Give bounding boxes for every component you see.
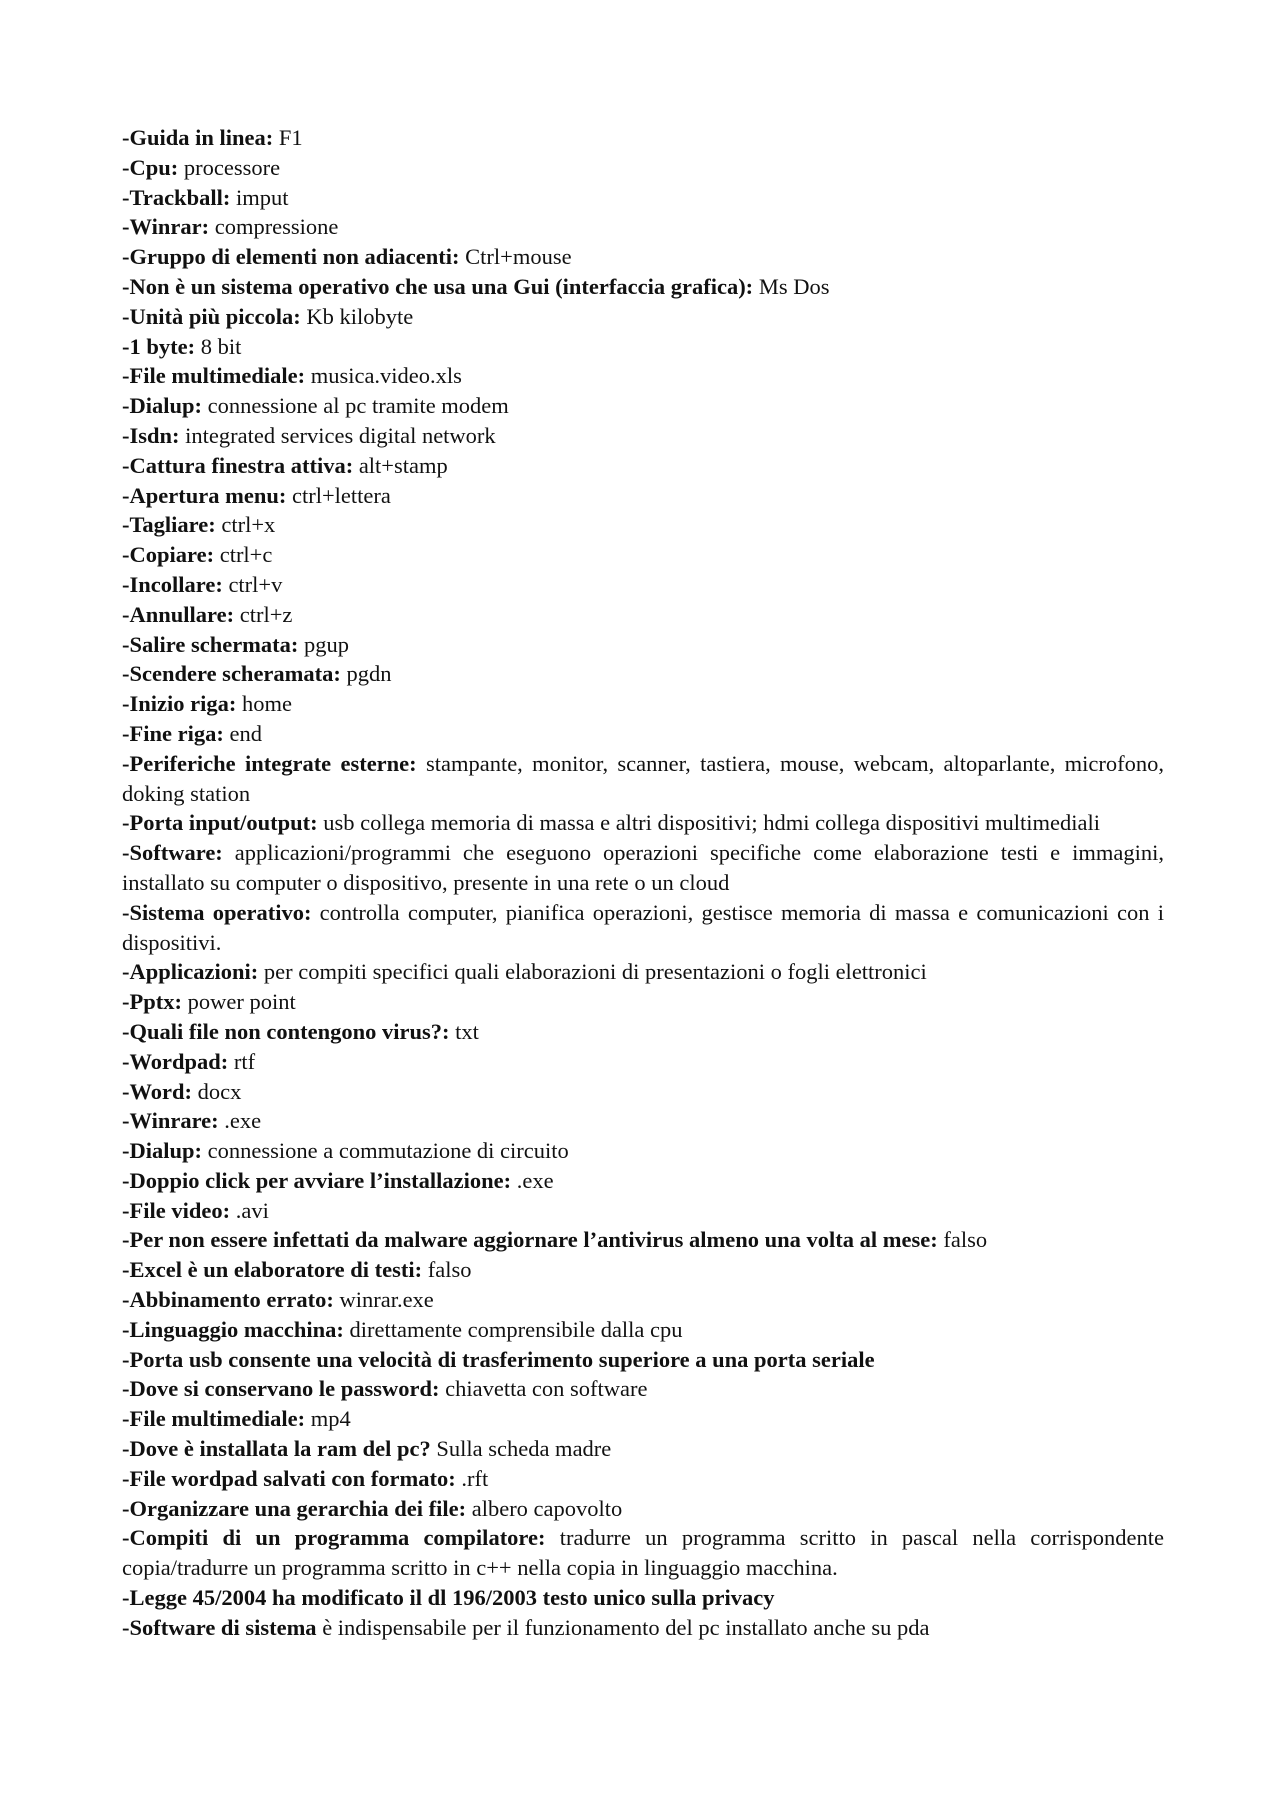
document-entry <box>122 1106 1164 1136</box>
document-entry <box>122 302 1164 332</box>
entry-term: -Abbinamento errato: <box>122 1287 334 1313</box>
document-entry <box>122 242 1164 272</box>
document-body <box>122 123 1164 1643</box>
document-entry <box>122 600 1164 630</box>
document-entry <box>122 1404 1164 1434</box>
entry-term: -Legge 45/2004 ha modificato il dl 196/2003 testo unico sulla privacy <box>122 1585 775 1611</box>
entry-description: falso <box>422 1257 472 1283</box>
document-entry <box>122 1225 1164 1255</box>
document-entry <box>122 332 1164 362</box>
entry-term: -Quali file non contengono virus?: <box>122 1018 450 1044</box>
entry-description: ctrl+x <box>215 512 276 538</box>
entry-term: -File wordpad salvati con formato: <box>122 1465 456 1491</box>
entry-term: -Annullare: <box>122 601 235 627</box>
entry-description: chiavetta con software <box>439 1376 648 1402</box>
document-entry <box>122 1285 1164 1315</box>
document-entry <box>122 1523 1164 1583</box>
entry-description: per compiti specifici quali elaborazioni di presentazioni o fogli elettronici <box>258 959 927 985</box>
entry-description: direttamente comprensibile dalla cpu <box>343 1316 683 1342</box>
document-entry <box>122 570 1164 600</box>
document-entry <box>122 421 1164 451</box>
document-entry <box>122 1017 1164 1047</box>
entry-description: albero capovolto <box>466 1495 623 1521</box>
entry-description: pgdn <box>340 661 392 687</box>
document-entry <box>122 1494 1164 1524</box>
entry-description: musica.video.xls <box>305 363 462 389</box>
entry-term: -Guida in linea: <box>122 125 274 150</box>
entry-term: -Dialup: <box>122 393 203 419</box>
entry-description: home <box>236 691 292 717</box>
entry-term: -Excel è un elaboratore di testi: <box>122 1257 423 1283</box>
entry-description: Ctrl+mouse <box>459 244 572 270</box>
document-entry <box>122 957 1164 987</box>
entry-term: -Dove è installata la ram del pc? <box>122 1436 431 1462</box>
entry-description: txt <box>449 1018 479 1044</box>
document-entry <box>122 1434 1164 1464</box>
entry-term: -1 byte: <box>122 333 196 359</box>
entry-term: -Unità più piccola: <box>122 303 301 329</box>
document-entry <box>122 659 1164 689</box>
entry-term: -Compiti di un programma compilatore: <box>122 1525 546 1551</box>
entry-description: F1 <box>273 125 303 150</box>
entry-term: -Applicazioni: <box>122 959 259 985</box>
document-entry <box>122 689 1164 719</box>
entry-term: -Word: <box>122 1078 192 1104</box>
entry-description: alt+stamp <box>353 452 448 478</box>
entry-description: connessione a commutazione di circuito <box>202 1138 569 1164</box>
entry-description: power point <box>182 989 296 1015</box>
entry-description: mp4 <box>305 1406 351 1432</box>
entry-term: -Organizzare una gerarchia dei file: <box>122 1495 467 1521</box>
entry-description: 8 bit <box>195 333 242 359</box>
document-entry <box>122 719 1164 749</box>
entry-description: ctrl+lettera <box>286 482 391 508</box>
entry-term: -Apertura menu: <box>122 482 287 508</box>
entry-description: Ms Dos <box>753 273 830 299</box>
document-entry <box>122 1613 1164 1643</box>
document-entry <box>122 510 1164 540</box>
entry-term: -Per non essere infettati da malware aggiornare l’antivirus almeno una volta al mese: <box>122 1227 938 1253</box>
entry-term: -File multimediale: <box>122 363 306 389</box>
entry-term: -Scendere scheramata: <box>122 661 341 687</box>
document-entry <box>122 183 1164 213</box>
entry-term: -Copiare: <box>122 542 215 568</box>
entry-term: -File video: <box>122 1197 231 1223</box>
entry-term: -Gruppo di elementi non adiacenti: <box>122 244 460 270</box>
entry-term: -Dialup: <box>122 1138 203 1164</box>
document-entry <box>122 1166 1164 1196</box>
document-entry <box>122 451 1164 481</box>
entry-description: processore <box>178 154 281 180</box>
document-entry <box>122 1464 1164 1494</box>
entry-term: -Sistema operativo: <box>122 899 312 925</box>
entry-description: .exe <box>218 1108 262 1134</box>
entry-term: -Non è un sistema operativo che usa una Gui (interfaccia grafica): <box>122 273 754 299</box>
entry-term: -Software: <box>122 840 223 866</box>
entry-description: falso <box>937 1227 988 1253</box>
entry-term: -Inizio riga: <box>122 691 237 717</box>
entry-term: -Software di sistema <box>122 1614 317 1640</box>
entry-term: -Trackball: <box>122 184 231 210</box>
entry-description: tradurre un programma scritto in pascal nella corrispondente copia/tradurre un programma scritto in c++ nella copia in linguaggio macchina. <box>122 1525 1164 1581</box>
document-entry <box>122 361 1164 391</box>
document-entry <box>122 1583 1164 1613</box>
entry-description: controlla computer, pianifica operazioni, gestisce memoria di massa e comunicazioni con i dispositivi. <box>122 899 1164 955</box>
document-entry <box>122 1077 1164 1107</box>
entry-term: -Tagliare: <box>122 512 216 538</box>
document-entry <box>122 391 1164 421</box>
entry-description: applicazioni/programmi che eseguono operazioni specifiche come elaborazione testi e immagini, installato su computer o dispositivo, presente in una rete o un cloud <box>122 840 1164 895</box>
entry-description: ctrl+v <box>222 571 283 597</box>
entry-description: rtf <box>228 1048 256 1074</box>
document-entry <box>122 987 1164 1017</box>
document-entry <box>122 272 1164 302</box>
document-entry <box>122 630 1164 660</box>
entry-description: pgup <box>298 631 350 657</box>
entry-description: docx <box>192 1078 242 1104</box>
entry-term: -Cpu: <box>122 154 179 180</box>
entry-description: stampante, monitor, scanner, tastiera, mouse, webcam, altoparlante, microfono, doking station <box>122 750 1164 806</box>
document-entry <box>122 808 1164 838</box>
document-entry <box>122 838 1164 898</box>
document-entry <box>122 1047 1164 1077</box>
entry-term: -Porta input/output: <box>122 810 318 836</box>
entry-term: -Fine riga: <box>122 720 224 746</box>
document-entry <box>122 749 1164 809</box>
entry-term: -Periferiche integrate esterne: <box>122 750 417 776</box>
document-entry <box>122 898 1164 958</box>
entry-term: -Winrar: <box>122 214 210 240</box>
entry-description: ctrl+z <box>234 601 293 627</box>
entry-description: ctrl+c <box>214 542 273 568</box>
document-entry <box>122 1374 1164 1404</box>
entry-term: -Wordpad: <box>122 1048 229 1074</box>
entry-term: -Incollare: <box>122 571 223 597</box>
document-entry <box>122 123 1164 153</box>
document-entry <box>122 540 1164 570</box>
entry-term: -Porta usb consente una velocità di trasferimento superiore a una porta seriale <box>122 1346 875 1372</box>
entry-description: connessione al pc tramite modem <box>202 393 509 419</box>
document-entry <box>122 1315 1164 1345</box>
entry-description: .rft <box>455 1465 489 1491</box>
entry-term: -File multimediale: <box>122 1406 306 1432</box>
entry-term: -Dove si conservano le password: <box>122 1376 440 1402</box>
entry-description: end <box>223 720 262 746</box>
document-entry <box>122 1345 1164 1375</box>
entry-description: compressione <box>209 214 339 240</box>
entry-term: -Isdn: <box>122 422 180 448</box>
document-entry <box>122 212 1164 242</box>
document-entry <box>122 481 1164 511</box>
entry-term: -Cattura finestra attiva: <box>122 452 354 478</box>
entry-description: è indispensabile per il funzionamento del pc installato anche su pda <box>316 1614 930 1640</box>
entry-description: usb collega memoria di massa e altri dispositivi; hdmi collega dispositivi multimediali <box>317 810 1101 836</box>
entry-term: -Pptx: <box>122 989 182 1015</box>
document-entry <box>122 1255 1164 1285</box>
document-entry <box>122 1196 1164 1226</box>
entry-description: .avi <box>230 1197 269 1223</box>
entry-description: winrar.exe <box>333 1287 434 1313</box>
document-entry <box>122 1136 1164 1166</box>
entry-term: -Linguaggio macchina: <box>122 1316 344 1342</box>
entry-description: integrated services digital network <box>179 422 496 448</box>
entry-description: imput <box>230 184 289 210</box>
entry-description: .exe <box>511 1167 554 1193</box>
entry-term: -Salire schermata: <box>122 631 299 657</box>
entry-term: -Winrare: <box>122 1108 219 1134</box>
document-entry <box>122 153 1164 183</box>
entry-description: Kb kilobyte <box>300 303 414 329</box>
entry-term: -Doppio click per avviare l’installazione: <box>122 1167 512 1193</box>
entry-description: Sulla scheda madre <box>430 1436 612 1462</box>
